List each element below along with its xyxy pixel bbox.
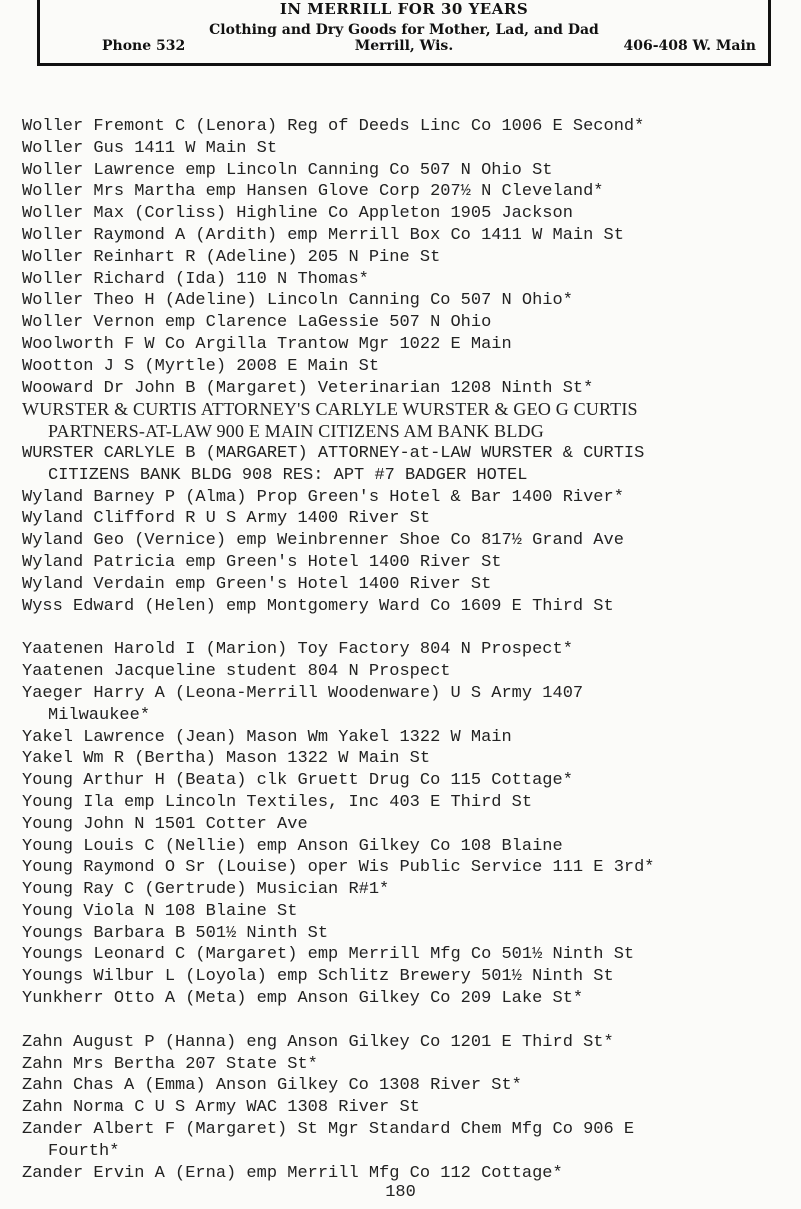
advertisement-box: [37, 0, 771, 66]
directory-entry: [22, 334, 792, 356]
ad-slogan: IN MERRILL FOR 30 YEARS: [279, 0, 529, 18]
directory-entry: [22, 923, 792, 945]
directory-entry: [22, 1119, 792, 1163]
section-gap: [22, 617, 792, 639]
directory-entry: [22, 443, 792, 487]
directory-entry: [22, 836, 792, 858]
directory-entry: [22, 116, 792, 138]
entry-line: Woller Max (Corliss) Highline Co Appleton 1905 Jackson: [22, 204, 573, 224]
directory-entry: [22, 508, 792, 530]
directory-entry: [22, 290, 792, 312]
ad-city: Merrill, Wis.: [354, 38, 454, 54]
entry-line: Woller Raymond A (Ardith) emp Merrill Box Co 1411 W Main St: [22, 225, 624, 245]
entry-line: Yaatenen Harold I (Marion) Toy Factory 804 N Prospect*: [22, 640, 573, 660]
entry-line: WURSTER & CURTIS ATTORNEY'S CARLYLE WURSTER & GEO G CURTIS: [22, 399, 638, 420]
directory-entry: [22, 683, 792, 727]
entry-line: Woller Mrs Martha emp Hansen Glove Corp 207½ N Cleveland*: [22, 182, 604, 202]
directory-entry: [22, 879, 792, 901]
directory-entry: [22, 530, 792, 552]
directory-entry: [22, 792, 792, 814]
directory-entry: [22, 552, 792, 574]
directory-entry: [22, 944, 792, 966]
directory-entry: [22, 748, 792, 770]
page-number: 180: [385, 1183, 416, 1202]
directory-entry: [22, 596, 792, 618]
entry-line: Yakel Wm R (Bertha) Mason 1322 W Main St: [22, 749, 431, 769]
entry-line: Zahn Chas A (Emma) Anson Gilkey Co 1308 River St*: [22, 1076, 522, 1096]
directory-entry: [22, 639, 792, 661]
directory-entry: [22, 1032, 792, 1054]
directory-entry: [22, 1054, 792, 1076]
entry-line: Young Arthur H (Beata) clk Gruett Drug Co 115 Cottage*: [22, 771, 573, 791]
entry-line: Woller Reinhart R (Adeline) 205 N Pine St: [22, 247, 441, 267]
directory-entry: [22, 487, 792, 509]
directory-entry: [22, 378, 792, 400]
directory-entry: [22, 727, 792, 749]
entry-line: Youngs Leonard C (Margaret) emp Merrill Mfg Co 501½ Ninth St: [22, 945, 635, 965]
directory-entry: [22, 138, 792, 160]
entry-line: Young Ray C (Gertrude) Musician R#1*: [22, 880, 390, 900]
directory-entry: [22, 247, 792, 269]
ad-address: 406-408 W. Main: [623, 38, 756, 54]
entry-line: Wyss Edward (Helen) emp Montgomery Ward Co 1609 E Third St: [22, 596, 614, 616]
directory-entry: [22, 1075, 792, 1097]
entry-line: Yakel Lawrence (Jean) Mason Wm Yakel 1322 W Main: [22, 727, 512, 747]
directory-entry: [22, 181, 792, 203]
directory-entry: [22, 269, 792, 291]
entry-line: Woller Theo H (Adeline) Lincoln Canning Co 507 N Ohio*: [22, 291, 573, 311]
entry-line: Young Louis C (Nellie) emp Anson Gilkey Co 108 Blaine: [22, 836, 563, 856]
entry-line: Young John N 1501 Cotter Ave: [22, 814, 308, 834]
ad-tagline: Clothing and Dry Goods for Mother, Lad, and Dad: [209, 22, 599, 38]
directory-entry: [22, 225, 792, 247]
entry-line: Young Raymond O Sr (Louise) oper Wis Public Service 111 E 3rd*: [22, 858, 655, 878]
entry-line: Zahn Norma C U S Army WAC 1308 River St: [22, 1098, 420, 1118]
entry-line: Zander Ervin A (Erna) emp Merrill Mfg Co 112 Cottage*: [22, 1163, 563, 1183]
directory-entry: [22, 356, 792, 378]
entry-line: Youngs Wilbur L (Loyola) emp Schlitz Brewery 501½ Ninth St: [22, 967, 614, 987]
entry-continuation: Fourth*: [48, 1141, 120, 1161]
entry-line: Woller Lawrence emp Lincoln Canning Co 507 N Ohio St: [22, 160, 553, 180]
entry-line: Young Viola N 108 Blaine St: [22, 901, 298, 921]
entry-line: Woller Gus 1411 W Main St: [22, 138, 278, 158]
directory-entry: [22, 770, 792, 792]
entry-line: Wyland Verdain emp Green's Hotel 1400 River St: [22, 574, 492, 594]
directory-entry: [22, 203, 792, 225]
directory-entry: [22, 312, 792, 334]
entry-continuation: PARTNERS-AT-LAW 900 E MAIN CITIZENS AM BANK BLDG: [48, 421, 544, 442]
entry-line: Youngs Barbara B 501½ Ninth St: [22, 923, 329, 943]
entry-line: Wootton J S (Myrtle) 2008 E Main St: [22, 356, 380, 376]
entry-continuation: CITIZENS BANK BLDG 908 RES: APT #7 BADGER HOTEL: [48, 465, 528, 485]
directory-listings: [22, 116, 792, 1184]
entry-line: Woolworth F W Co Argilla Trantow Mgr 1022 E Main: [22, 334, 512, 354]
directory-entry: [22, 1097, 792, 1119]
ad-phone: Phone 532: [102, 38, 186, 54]
entry-line: WURSTER CARLYLE B (MARGARET) ATTORNEY-at-LAW WURSTER & CURTIS: [22, 443, 645, 463]
directory-entry: [22, 857, 792, 879]
entry-line: Young Ila emp Lincoln Textiles, Inc 403 E Third St: [22, 792, 533, 812]
directory-entry: [22, 814, 792, 836]
entry-line: Yaatenen Jacqueline student 804 N Prospect: [22, 662, 451, 682]
entry-line: Zahn Mrs Bertha 207 State St*: [22, 1054, 318, 1074]
entry-line: Yaeger Harry A (Leona-Merrill Woodenware) U S Army 1407: [22, 683, 584, 703]
entry-line: Wooward Dr John B (Margaret) Veterinarian 1208 Ninth St*: [22, 378, 594, 398]
entry-line: Zahn August P (Hanna) eng Anson Gilkey Co 1201 E Third St*: [22, 1032, 614, 1052]
directory-entry: [22, 988, 792, 1010]
directory-entry: [22, 966, 792, 988]
entry-line: Wyland Patricia emp Green's Hotel 1400 River St: [22, 552, 502, 572]
entry-line: Woller Fremont C (Lenora) Reg of Deeds Linc Co 1006 E Second*: [22, 117, 645, 136]
entry-line: Woller Vernon emp Clarence LaGessie 507 N Ohio: [22, 313, 492, 333]
directory-entry: [22, 399, 792, 443]
directory-entry: [22, 160, 792, 182]
section-gap: [22, 1010, 792, 1032]
entry-line: Yunkherr Otto A (Meta) emp Anson Gilkey Co 209 Lake St*: [22, 989, 584, 1009]
entry-line: Zander Albert F (Margaret) St Mgr Standard Chem Mfg Co 906 E: [22, 1120, 635, 1140]
directory-entry: [22, 574, 792, 596]
entry-line: Wyland Barney P (Alma) Prop Green's Hotel & Bar 1400 River*: [22, 487, 624, 507]
entry-line: Woller Richard (Ida) 110 N Thomas*: [22, 269, 369, 289]
entry-line: Wyland Clifford R U S Army 1400 River St: [22, 509, 431, 529]
directory-entry: [22, 901, 792, 923]
directory-entry: [22, 1163, 792, 1185]
entry-line: Wyland Geo (Vernice) emp Weinbrenner Shoe Co 817½ Grand Ave: [22, 531, 624, 551]
entry-continuation: Milwaukee*: [48, 705, 151, 725]
directory-entry: [22, 661, 792, 683]
